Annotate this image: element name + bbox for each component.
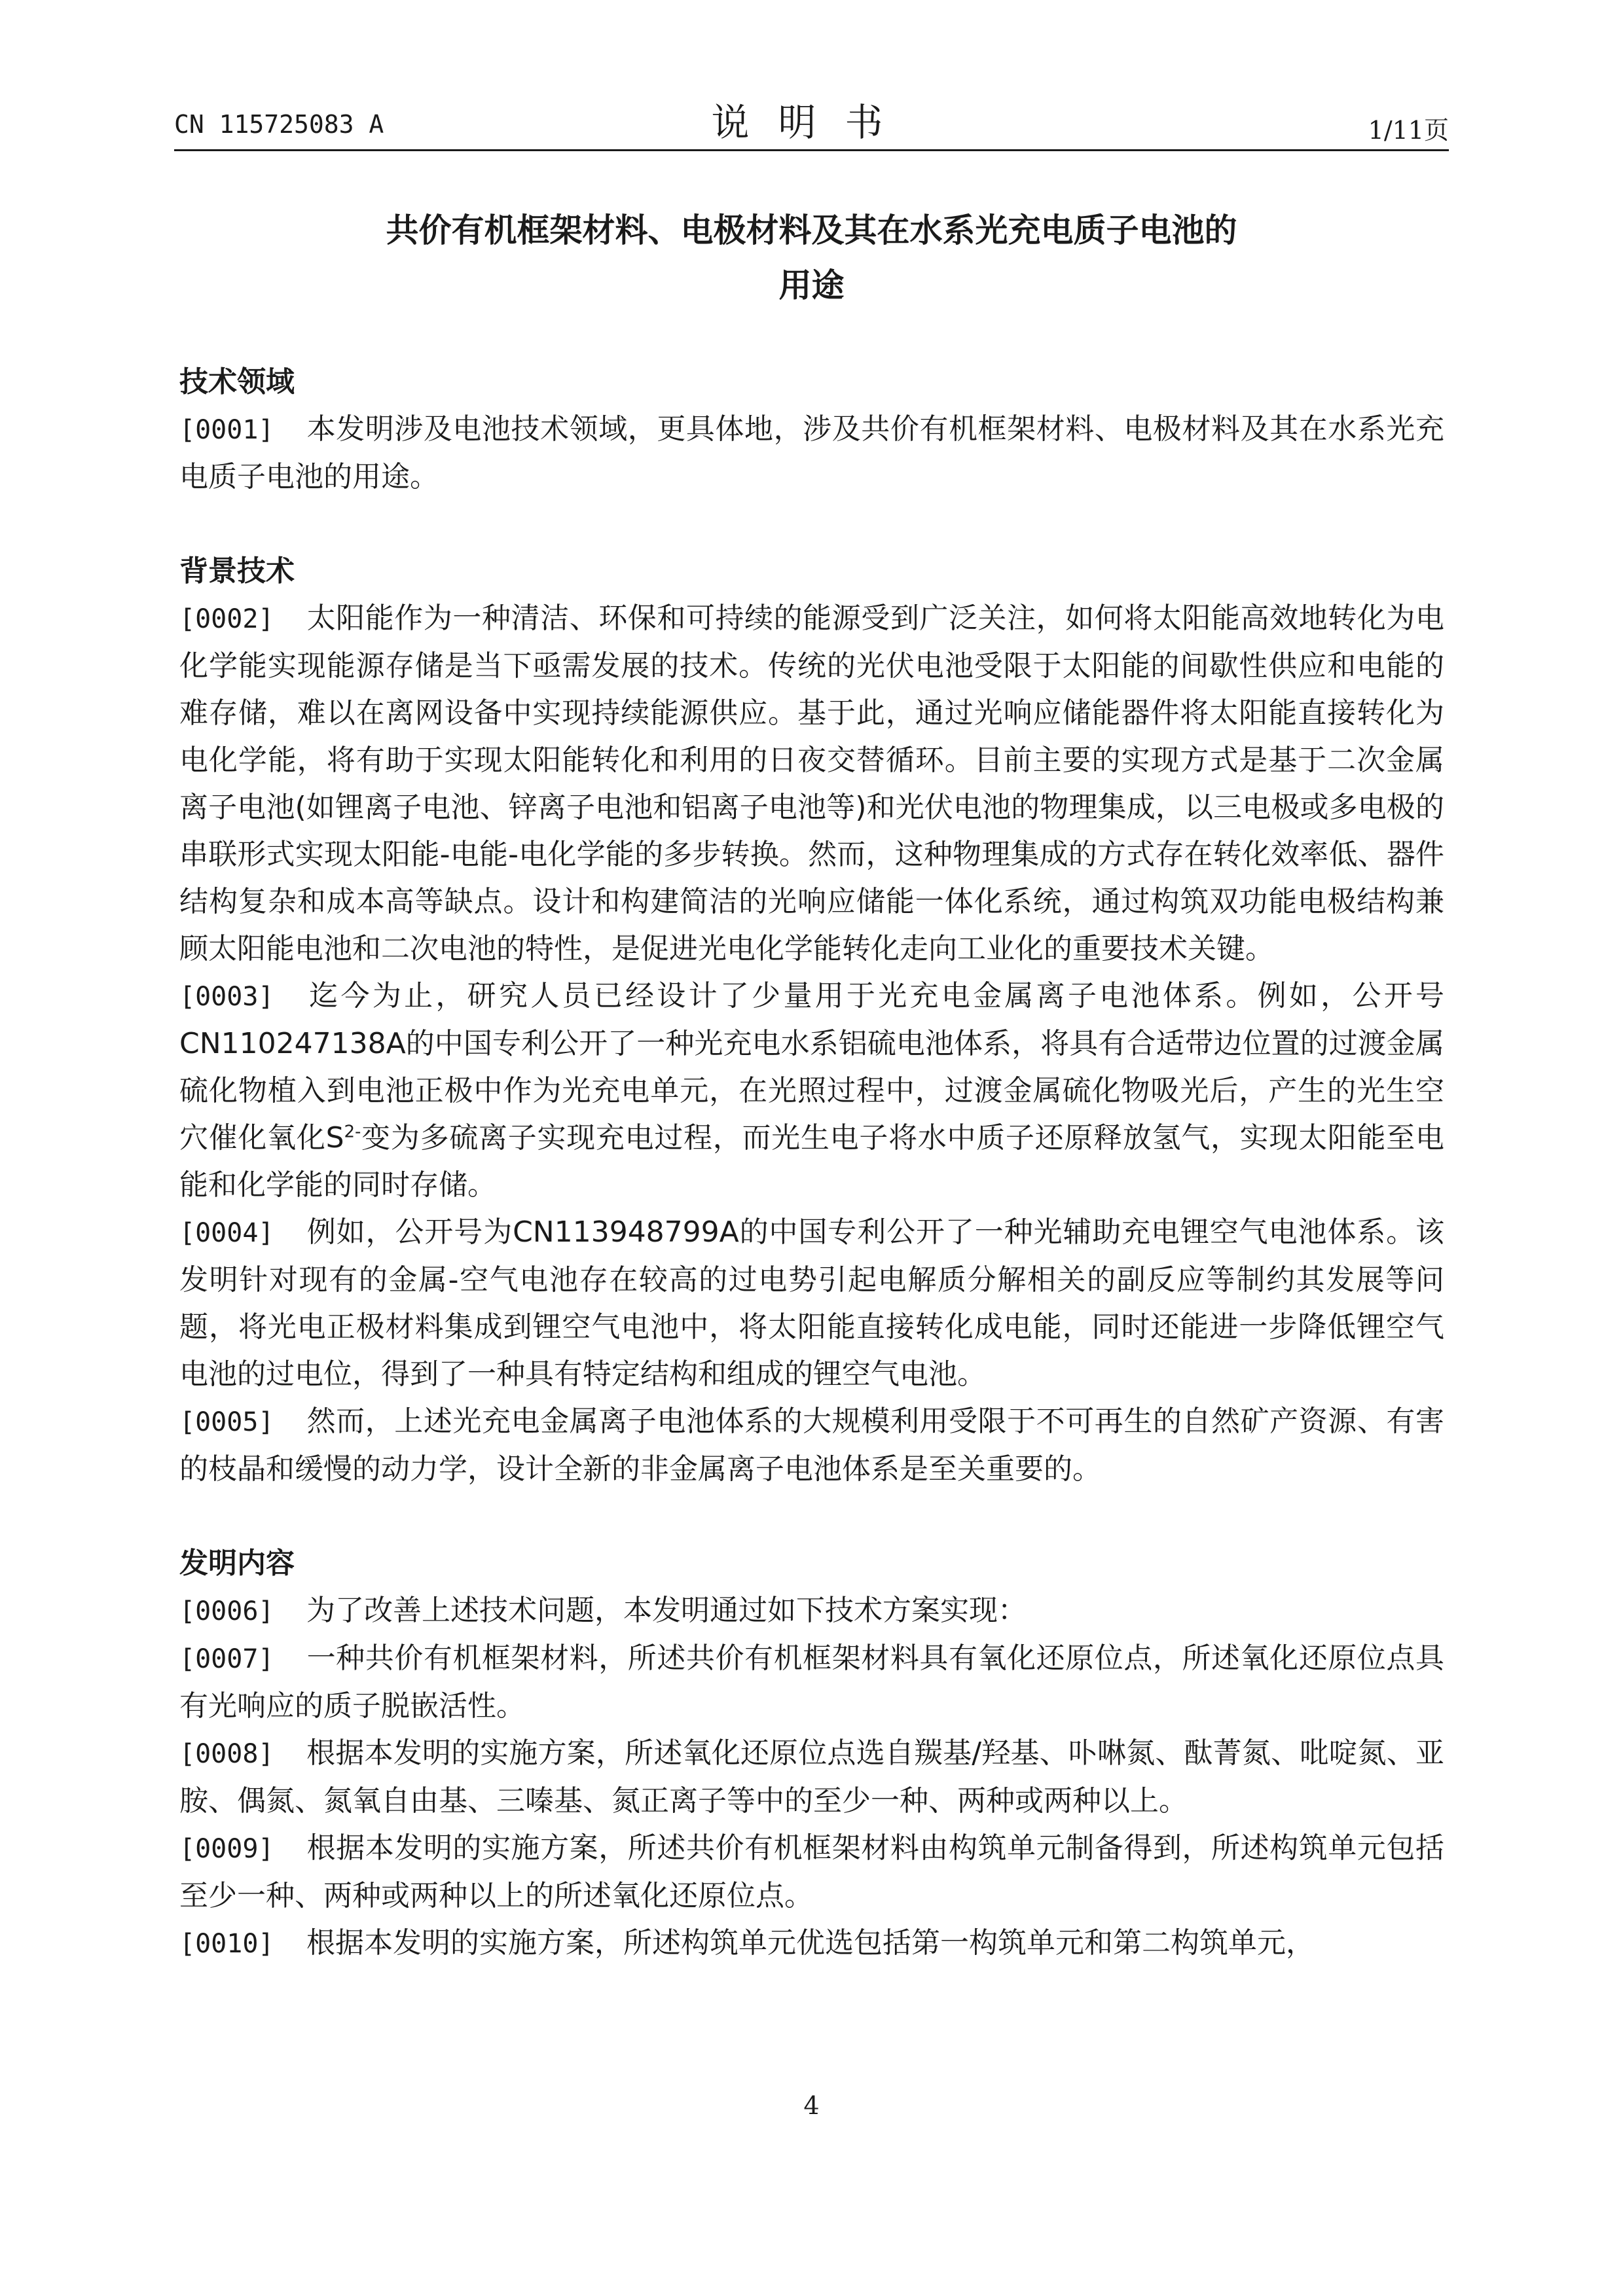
invention-title-line-2: 用途 [778,266,845,304]
paragraph-0005 [179,1398,1444,1493]
superscript-charge: 2- [344,1122,361,1142]
paragraph-text-continued: 变为多硫离子实现充电过程，而光生电子将水中质子还原释放氢气，实现太阳能至电能和化学能的同时存储。 [179,1121,1444,1202]
page-index: 1/11页 [1368,116,1449,145]
paragraph-number: [0010] [179,1929,274,1959]
paragraph-text: 根据本发明的实施方案，所述共价有机框架材料由构筑单元制备得到，所述构筑单元包括至少一种、两种或两种以上的所述氧化还原位点。 [179,1831,1444,1912]
paragraph-0009 [179,1825,1444,1920]
paragraph-text: 迄今为止，研究人员已经设计了少量用于光充电金属离子电池体系。例如，公开号CN110247138A的中国专利公开了一种光充电水系铝硫电池体系，将具有合适带边位置的过渡金属硫化物植入到电池正极中作为光充电单元，在光照过程中，过渡金属硫化物吸光后，产生的光生空穴催化氧化S [179,979,1444,1155]
section-summary [179,1540,1444,1967]
section-heading: 发明内容 [179,1547,295,1580]
paragraph-0002 [179,595,1444,973]
section-background [179,548,1444,1493]
section-heading: 技术领域 [179,365,295,399]
paragraph-0001 [179,406,1444,501]
paragraph-number: [0004] [179,1218,274,1248]
paragraph-0004 [179,1209,1444,1398]
section-technical-field [179,359,1444,501]
section-heading: 背景技术 [179,554,295,588]
paragraph-0006 [179,1587,1444,1635]
page-number: 4 [803,2091,820,2120]
paragraph-0003 [179,973,1444,1209]
patent-number: CN 115725083 A [174,110,384,139]
paragraph-text: 太阳能作为一种清洁、环保和可持续的能源受到广泛关注，如何将太阳能高效地转化为电化学能实现能源存储是当下亟需发展的技术。传统的光伏电池受限于太阳能的间歇性供应和电能的难存储，难以在离网设备中实现持续能源供应。基于此，通过光响应储能器件将太阳能直接转化为电化学能，将有助于实现太阳能转化和利用的日夜交替循环。目前主要的实现方式是基于二次金属离子电池(如锂离子电池、锌离子电池和铝离子电池等)和光伏电池的物理集成，以三电极或多电极的串联形式实现太阳能-电能-电化学能的多步转换。然而，这种物理集成的方式存在转化效率低、器件结构复杂和成本高等缺点。设计和构建简洁的光响应储能一体化系统，通过构筑双功能电极结构兼顾太阳能电池和二次电池的特性，是促进光电化学能转化走向工业化的重要技术关键。 [179,601,1444,965]
paragraph-text: 根据本发明的实施方案，所述氧化还原位点选自羰基/羟基、卟啉氮、酞菁氮、吡啶氮、亚胺、偶氮、氮氧自由基、三嗪基、氮正离子等中的至少一种、两种或两种以上。 [179,1736,1444,1818]
paragraph-text: 一种共价有机框架材料，所述共价有机框架材料具有氧化还原位点，所述氧化还原位点具有光响应的质子脱嵌活性。 [179,1641,1444,1723]
paragraph-number: [0003] [179,982,274,1012]
paragraph-text: 根据本发明的实施方案，所述构筑单元优选包括第一构筑单元和第二构筑单元， [306,1926,1315,1960]
document-type-title: 说明书 [711,100,912,145]
document-body [179,359,1444,2015]
paragraph-0007 [179,1635,1444,1730]
paragraph-number: [0007] [179,1644,274,1674]
paragraph-number: [0002] [179,604,274,634]
paragraph-number: [0005] [179,1407,274,1437]
invention-title-line-1: 共价有机框架材料、电极材料及其在水系光充电质子电池的 [386,211,1237,249]
invention-title [196,203,1427,313]
paragraph-text: 例如，公开号为CN113948799A的中国专利公开了一种光辅助充电锂空气电池体系。该发明针对现有的金属-空气电池存在较高的过电势引起电解质分解相关的副反应等制约其发展等问题，将光电正极材料集成到锂空气电池中，将太阳能直接转化成电能，同时还能进一步降低锂空气电池的过电位，得到了一种具有特定结构和组成的锂空气电池。 [179,1215,1444,1391]
paragraph-text: 本发明涉及电池技术领域，更具体地，涉及共价有机框架材料、电极材料及其在水系光充电质子电池的用途。 [179,412,1444,493]
header-rule [174,149,1449,151]
paragraph-text: 然而，上述光充电金属离子电池体系的大规模利用受限于不可再生的自然矿产资源、有害的枝晶和缓慢的动力学，设计全新的非金属离子电池体系是至关重要的。 [179,1405,1444,1486]
paragraph-0010 [179,1920,1444,1967]
paragraph-number: [0001] [179,415,274,445]
paragraph-number: [0009] [179,1834,274,1864]
paragraph-text: 为了改善上述技术问题，本发明通过如下技术方案实现： [306,1594,1027,1627]
paragraph-0008 [179,1730,1444,1825]
paragraph-number: [0006] [179,1596,274,1626]
paragraph-number: [0008] [179,1739,274,1769]
